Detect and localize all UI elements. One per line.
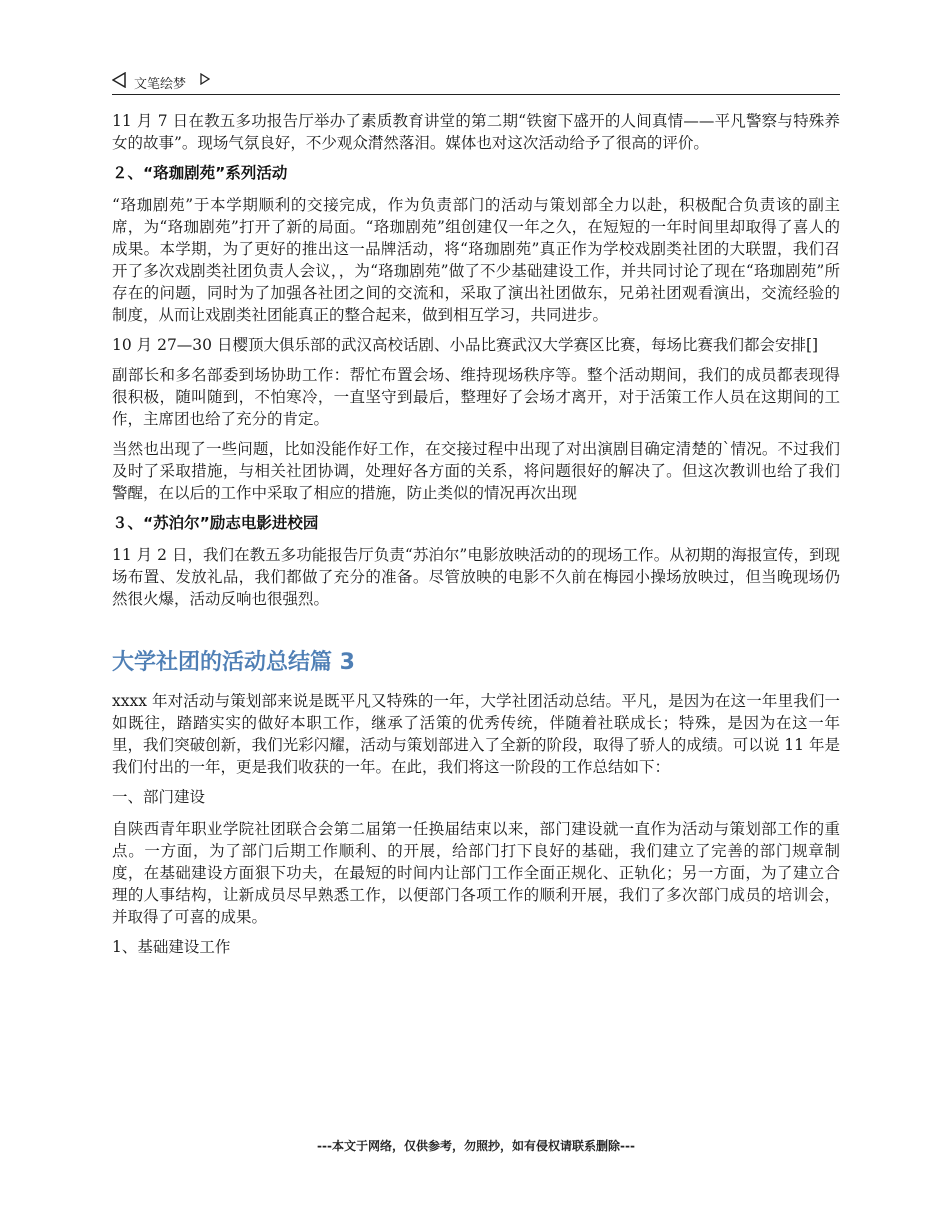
- paragraph: 当然也出现了一些问题，比如没能作好工作，在交接过程中出现了对出演剧目确定清楚的`情况。不过我们及时了采取措施，与相关社团协调，处理好各方面的关系，将问题很好的解决了。但这次教训也给了我们警醒，在以后的工作中采取了相应的措施，防止类似的情况再次出现: [112, 440, 840, 502]
- paragraph: 10 月 27—30 日樱顶大俱乐部的武汉高校话剧、小品比赛武汉大学赛区比赛，每场比赛我们都会安排[]: [112, 336, 819, 354]
- paragraph: 11 月 2 日，我们在教五多功能报告厅负责“苏泊尔”电影放映活动的的现场工作。从初期的海报宣传，到现场布置、发放礼品，我们都做了充分的准备。尽管放映的电影不久前在梅园小操场放映过，但当晚现场仍然很火爆，活动反响也很强烈。: [112, 546, 840, 608]
- brand-name: 文笔绘梦: [134, 77, 187, 92]
- section-label: 1、基础建设工作: [112, 938, 231, 956]
- paragraph: 副部长和多名部委到场协助工作：帮忙布置会场、维持现场秩序等。整个活动期间，我们的成员都表现得很积极，随叫随到，不怕寒冷，一直坚守到最后，整理好了会场才离开，对于活策工作人员在这期间的工作，主席团也给了充分的肯定。: [112, 366, 840, 428]
- paragraph: 自陕西青年职业学院社团联合会第二届第一任换届结束以来，部门建设就一直作为活动与策划部工作的重点。一方面，为了部门后期工作顺利、的开展，给部门打下良好的基础，我们建立了完善的部门规章制度，在基础建设方面狠下功夫，在最短的时间内让部门工作全面正规化、正轨化；另一方面，为了建立合理的人事结构，让新成员尽早熟悉工作，以便部门各项工作的顺利开展，我们了多次部门成员的培训会，并取得了可喜的成果。: [112, 820, 840, 926]
- document-body: [112, 110, 840, 968]
- section-title: 大学社团的活动总结篇 3: [112, 650, 355, 675]
- paragraph: xxxx 年对活动与策划部来说是既平凡又特殊的一年，大学社团活动总结。平凡，是因为在这一年里我们一如既往，踏踏实实的做好本职工作，继承了活策的优秀传统，伴随着社联成长；特殊，是因为在这一年里，我们突破创新，我们光彩闪耀，活动与策划部进入了全新的阶段，取得了骄人的成绩。可以说 11 年是我们付出的一年，更是我们收获的一年。在此，我们将这一阶段的工作总结如下：: [112, 692, 840, 776]
- paragraph: “珞珈剧苑”于本学期顺利的交接完成，作为负责部门的活动与策划部全力以赴，积极配合负责该的副主席，为“珞珈剧苑”打开了新的局面。“珞珈剧苑”组创建仅一年之久，在短短的一年时间里却取得了喜人的成果。本学期，为了更好的推出这一品牌活动，将“珞珈剧苑”真正作为学校戏剧类社团的大联盟，我们召开了多次戏剧类社团负责人会议，，为“珞珈剧苑”做了不少基础建设工作，并共同讨论了现在“珞珈剧苑”所存在的问题，同时为了加强各社团之间的交流和，采取了演出社团做东，兄弟社团观看演出，交流经验的制度，从而让戏剧类社团能真正的整合起来，做到相互学习，共同进步。: [112, 196, 840, 324]
- section-label: 一、部门建设: [112, 788, 206, 806]
- subsection-heading: ３、“苏泊尔”励志电影进校园: [112, 514, 319, 532]
- document-page: [112, 0, 840, 1230]
- paragraph: 11 月 7 日在教五多功报告厅举办了素质教育讲堂的第二期“铁窗下盛开的人间真情——平凡警察与特殊养女的故事”。现场气氛良好，不少观众潸然落泪。媒体也对这次活动给予了很高的评价。: [112, 112, 840, 152]
- forward-arrow-icon[interactable]: [200, 73, 210, 85]
- page-footer: ---本文于网络，仅供参考，勿照抄，如有侵权请联系删除---: [317, 1139, 635, 1153]
- page-header: [112, 66, 840, 95]
- back-arrow-icon[interactable]: [112, 72, 126, 88]
- subsection-heading: ２、“珞珈剧苑”系列活动: [112, 164, 288, 182]
